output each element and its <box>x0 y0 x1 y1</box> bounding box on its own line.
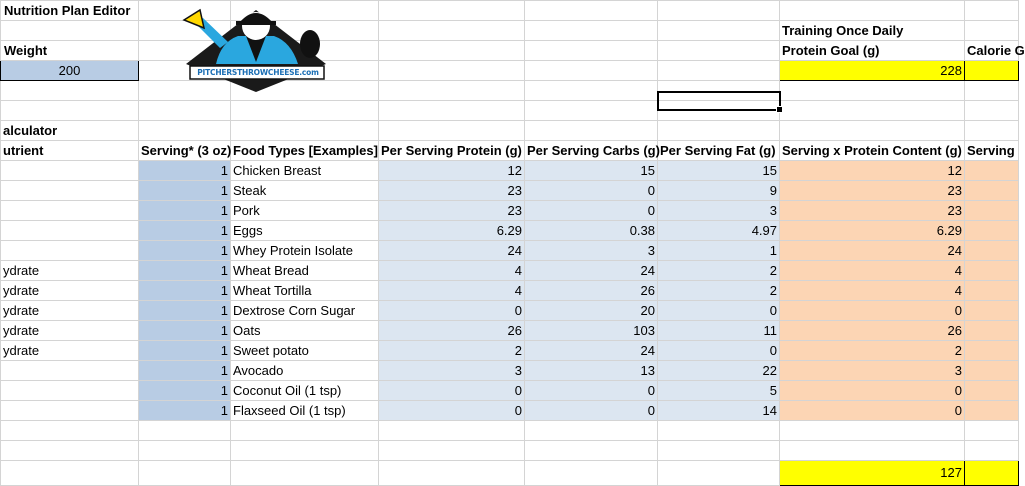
food-cell[interactable]: Oats <box>231 321 379 341</box>
nutrient-cell[interactable]: ydrate <box>1 281 139 301</box>
fat-cell[interactable]: 15 <box>658 161 780 181</box>
food-cell[interactable]: Wheat Bread <box>231 261 379 281</box>
food-cell[interactable]: Chicken Breast <box>231 161 379 181</box>
cell[interactable] <box>965 1 1019 21</box>
header-serving[interactable]: Serving* (3 oz) <box>139 141 231 161</box>
cell[interactable] <box>139 421 231 441</box>
total-protein-cell[interactable]: 127 <box>780 461 965 486</box>
nutrient-cell[interactable] <box>1 201 139 221</box>
cell[interactable] <box>231 121 379 141</box>
cell[interactable] <box>965 121 1019 141</box>
serving-partial-cell[interactable] <box>965 261 1019 281</box>
cell[interactable] <box>231 461 379 486</box>
cell[interactable] <box>525 41 658 61</box>
header-protein[interactable]: Per Serving Protein (g) <box>379 141 525 161</box>
serving-partial-cell[interactable] <box>965 361 1019 381</box>
header-serving-x-protein[interactable]: Serving x Protein Content (g) <box>780 141 965 161</box>
serving-partial-cell[interactable] <box>965 241 1019 261</box>
table-row <box>1 321 1019 341</box>
header-nutrient[interactable]: utrient <box>1 141 139 161</box>
cell[interactable] <box>780 121 965 141</box>
cell[interactable] <box>780 421 965 441</box>
food-cell[interactable]: Pork <box>231 201 379 221</box>
cell[interactable] <box>139 461 231 486</box>
table-row <box>1 361 1019 381</box>
nutrient-cell[interactable] <box>1 381 139 401</box>
food-cell[interactable]: Eggs <box>231 221 379 241</box>
cell[interactable] <box>525 21 658 41</box>
protein-cell[interactable]: 0 <box>379 381 525 401</box>
calculator-label-cell[interactable]: alculator <box>1 121 139 141</box>
nutrient-cell[interactable] <box>1 181 139 201</box>
nutrient-cell[interactable]: ydrate <box>1 321 139 341</box>
cell[interactable] <box>379 81 525 101</box>
carbs-cell[interactable]: 103 <box>525 321 658 341</box>
serving-cell[interactable]: 1 <box>139 341 231 361</box>
table-row <box>1 401 1019 421</box>
serving-x-protein-cell[interactable]: 2 <box>780 341 965 361</box>
protein-cell[interactable]: 3 <box>379 361 525 381</box>
calorie-label-cell[interactable]: Calorie G <box>965 41 1019 61</box>
cell[interactable] <box>139 441 231 461</box>
cell[interactable] <box>525 441 658 461</box>
nutrient-cell[interactable]: ydrate <box>1 341 139 361</box>
cell[interactable] <box>525 101 658 121</box>
serving-x-protein-cell[interactable]: 4 <box>780 261 965 281</box>
serving-partial-cell[interactable] <box>965 341 1019 361</box>
cell[interactable] <box>1 101 139 121</box>
nutrient-cell[interactable] <box>1 161 139 181</box>
cell[interactable] <box>658 21 780 41</box>
cell[interactable] <box>139 101 231 121</box>
cell[interactable] <box>231 441 379 461</box>
carbs-cell[interactable]: 13 <box>525 361 658 381</box>
food-cell[interactable]: Steak <box>231 181 379 201</box>
food-cell[interactable]: Coconut Oil (1 tsp) <box>231 381 379 401</box>
protein-cell[interactable]: 23 <box>379 181 525 201</box>
protein-cell[interactable]: 4 <box>379 281 525 301</box>
carbs-cell[interactable]: 26 <box>525 281 658 301</box>
serving-cell[interactable]: 1 <box>139 401 231 421</box>
food-cell[interactable]: Whey Protein Isolate <box>231 241 379 261</box>
cell[interactable] <box>965 101 1019 121</box>
serving-partial-cell[interactable] <box>965 301 1019 321</box>
nutrient-cell[interactable] <box>1 361 139 381</box>
serving-x-protein-cell[interactable]: 0 <box>780 301 965 321</box>
serving-cell[interactable]: 1 <box>139 241 231 261</box>
table-row <box>1 301 1019 321</box>
cell[interactable] <box>525 421 658 441</box>
carbs-cell[interactable]: 24 <box>525 261 658 281</box>
cell[interactable] <box>379 21 525 41</box>
cell[interactable] <box>965 441 1019 461</box>
cell[interactable] <box>379 1 525 21</box>
cell[interactable] <box>231 101 379 121</box>
protein-cell[interactable]: 24 <box>379 241 525 261</box>
fat-cell[interactable]: 0 <box>658 301 780 321</box>
cell[interactable] <box>379 461 525 486</box>
cell[interactable] <box>965 461 1019 486</box>
serving-x-protein-cell[interactable]: 26 <box>780 321 965 341</box>
protein-cell[interactable]: 2 <box>379 341 525 361</box>
header-fat[interactable]: Per Serving Fat (g) <box>658 141 780 161</box>
cell[interactable] <box>379 41 525 61</box>
food-cell[interactable]: Flaxseed Oil (1 tsp) <box>231 401 379 421</box>
weight-label-cell[interactable]: Weight <box>1 41 139 61</box>
fat-cell[interactable]: 0 <box>658 341 780 361</box>
cell[interactable] <box>139 121 231 141</box>
cell[interactable] <box>525 1 658 21</box>
nutrient-cell[interactable]: ydrate <box>1 301 139 321</box>
carbs-cell[interactable]: 0 <box>525 181 658 201</box>
carbs-cell[interactable]: 15 <box>525 161 658 181</box>
fat-cell[interactable]: 3 <box>658 201 780 221</box>
carbs-cell[interactable]: 3 <box>525 241 658 261</box>
cell[interactable] <box>379 101 525 121</box>
pitchers-throw-cheese-logo <box>176 2 336 92</box>
nutrient-cell[interactable]: ydrate <box>1 261 139 281</box>
serving-partial-cell[interactable] <box>965 161 1019 181</box>
serving-cell[interactable]: 1 <box>139 361 231 381</box>
fill-handle[interactable] <box>776 106 783 113</box>
cell[interactable] <box>780 101 965 121</box>
header-food-types[interactable]: Food Types [Examples] <box>231 141 379 161</box>
weight-value-cell[interactable]: 200 <box>1 61 139 81</box>
cell[interactable] <box>965 81 1019 101</box>
carbs-cell[interactable]: 20 <box>525 301 658 321</box>
protein-cell[interactable]: 0 <box>379 401 525 421</box>
cell[interactable] <box>379 421 525 441</box>
cell[interactable] <box>231 421 379 441</box>
cell[interactable] <box>379 61 525 81</box>
cell[interactable] <box>525 461 658 486</box>
table-row <box>1 201 1019 221</box>
cell[interactable] <box>1 441 139 461</box>
protein-goal-label-cell[interactable]: Protein Goal (g) <box>780 41 965 61</box>
header-carbs[interactable]: Per Serving Carbs (g) <box>525 141 658 161</box>
serving-x-protein-cell[interactable]: 0 <box>780 401 965 421</box>
nutrient-cell[interactable] <box>1 401 139 421</box>
fat-cell[interactable]: 1 <box>658 241 780 261</box>
serving-partial-cell[interactable] <box>965 401 1019 421</box>
food-cell[interactable]: Sweet potato <box>231 341 379 361</box>
food-cell[interactable]: Dextrose Corn Sugar <box>231 301 379 321</box>
fat-cell[interactable]: 5 <box>658 381 780 401</box>
table-row <box>1 341 1019 361</box>
fat-cell[interactable]: 4.97 <box>658 221 780 241</box>
serving-x-protein-cell[interactable]: 4 <box>780 281 965 301</box>
fat-cell[interactable]: 2 <box>658 281 780 301</box>
selected-cell-cursor[interactable] <box>657 91 781 111</box>
header-serving-partial[interactable]: Serving <box>965 141 1019 161</box>
food-cell[interactable]: Avocado <box>231 361 379 381</box>
protein-goal-value-cell[interactable]: 228 <box>780 61 965 81</box>
carbs-cell[interactable]: 0.38 <box>525 221 658 241</box>
table-row <box>1 281 1019 301</box>
training-label-cell[interactable]: Training Once Daily <box>780 21 965 41</box>
carbs-cell[interactable]: 0 <box>525 201 658 221</box>
table-row <box>1 381 1019 401</box>
cell[interactable] <box>379 441 525 461</box>
cell[interactable] <box>525 61 658 81</box>
serving-cell[interactable]: 1 <box>139 301 231 321</box>
cell[interactable] <box>780 441 965 461</box>
logo-graphic <box>176 2 336 92</box>
serving-x-protein-cell[interactable]: 23 <box>780 201 965 221</box>
calorie-goal-value-cell[interactable] <box>965 61 1019 81</box>
serving-x-protein-cell[interactable]: 24 <box>780 241 965 261</box>
table-row <box>1 241 1019 261</box>
serving-cell[interactable]: 1 <box>139 161 231 181</box>
cell[interactable] <box>658 41 780 61</box>
cell[interactable] <box>1 21 139 41</box>
cell[interactable] <box>780 81 965 101</box>
logo-text: PITCHERSTHROWCHEESE.com <box>197 68 319 77</box>
protein-cell[interactable]: 4 <box>379 261 525 281</box>
serving-x-protein-cell[interactable]: 23 <box>780 181 965 201</box>
fat-cell[interactable]: 14 <box>658 401 780 421</box>
protein-cell[interactable]: 12 <box>379 161 525 181</box>
carbs-cell[interactable]: 0 <box>525 401 658 421</box>
cell[interactable] <box>658 461 780 486</box>
carbs-cell[interactable]: 24 <box>525 341 658 361</box>
protein-cell[interactable]: 26 <box>379 321 525 341</box>
serving-x-protein-cell[interactable]: 12 <box>780 161 965 181</box>
serving-cell[interactable]: 1 <box>139 181 231 201</box>
serving-partial-cell[interactable] <box>965 321 1019 341</box>
cell[interactable] <box>965 21 1019 41</box>
cell[interactable] <box>780 1 965 21</box>
serving-partial-cell[interactable] <box>965 181 1019 201</box>
table-row <box>1 221 1019 241</box>
cell[interactable] <box>658 441 780 461</box>
cell[interactable] <box>658 61 780 81</box>
serving-partial-cell[interactable] <box>965 201 1019 221</box>
protein-cell[interactable]: 23 <box>379 201 525 221</box>
cell[interactable] <box>1 461 139 486</box>
serving-cell[interactable]: 1 <box>139 201 231 221</box>
serving-x-protein-cell[interactable]: 3 <box>780 361 965 381</box>
serving-cell[interactable]: 1 <box>139 381 231 401</box>
fat-cell[interactable]: 11 <box>658 321 780 341</box>
cell[interactable] <box>965 421 1019 441</box>
serving-x-protein-cell[interactable]: 0 <box>780 381 965 401</box>
serving-partial-cell[interactable] <box>965 381 1019 401</box>
fat-cell[interactable]: 2 <box>658 261 780 281</box>
serving-cell[interactable]: 1 <box>139 261 231 281</box>
cell[interactable] <box>658 121 780 141</box>
serving-partial-cell[interactable] <box>965 221 1019 241</box>
protein-cell[interactable]: 0 <box>379 301 525 321</box>
food-cell[interactable]: Wheat Tortilla <box>231 281 379 301</box>
fat-cell[interactable]: 22 <box>658 361 780 381</box>
nutrient-cell[interactable] <box>1 241 139 261</box>
cell[interactable] <box>379 121 525 141</box>
table-row <box>1 181 1019 201</box>
cell[interactable] <box>658 421 780 441</box>
sheet-title: Nutrition Plan Editor <box>4 2 131 18</box>
cell[interactable] <box>525 81 658 101</box>
table-row <box>1 161 1019 181</box>
cell[interactable] <box>1 81 139 101</box>
sheet-title-cell[interactable] <box>1 1 139 21</box>
table-row <box>1 261 1019 281</box>
fat-cell[interactable]: 9 <box>658 181 780 201</box>
nutrient-cell[interactable] <box>1 221 139 241</box>
serving-cell[interactable]: 1 <box>139 221 231 241</box>
serving-partial-cell[interactable] <box>965 281 1019 301</box>
serving-cell[interactable]: 1 <box>139 321 231 341</box>
protein-cell[interactable]: 6.29 <box>379 221 525 241</box>
cell[interactable] <box>525 121 658 141</box>
cell[interactable] <box>1 421 139 441</box>
cell[interactable] <box>658 1 780 21</box>
serving-cell[interactable]: 1 <box>139 281 231 301</box>
carbs-cell[interactable]: 0 <box>525 381 658 401</box>
serving-x-protein-cell[interactable]: 6.29 <box>780 221 965 241</box>
